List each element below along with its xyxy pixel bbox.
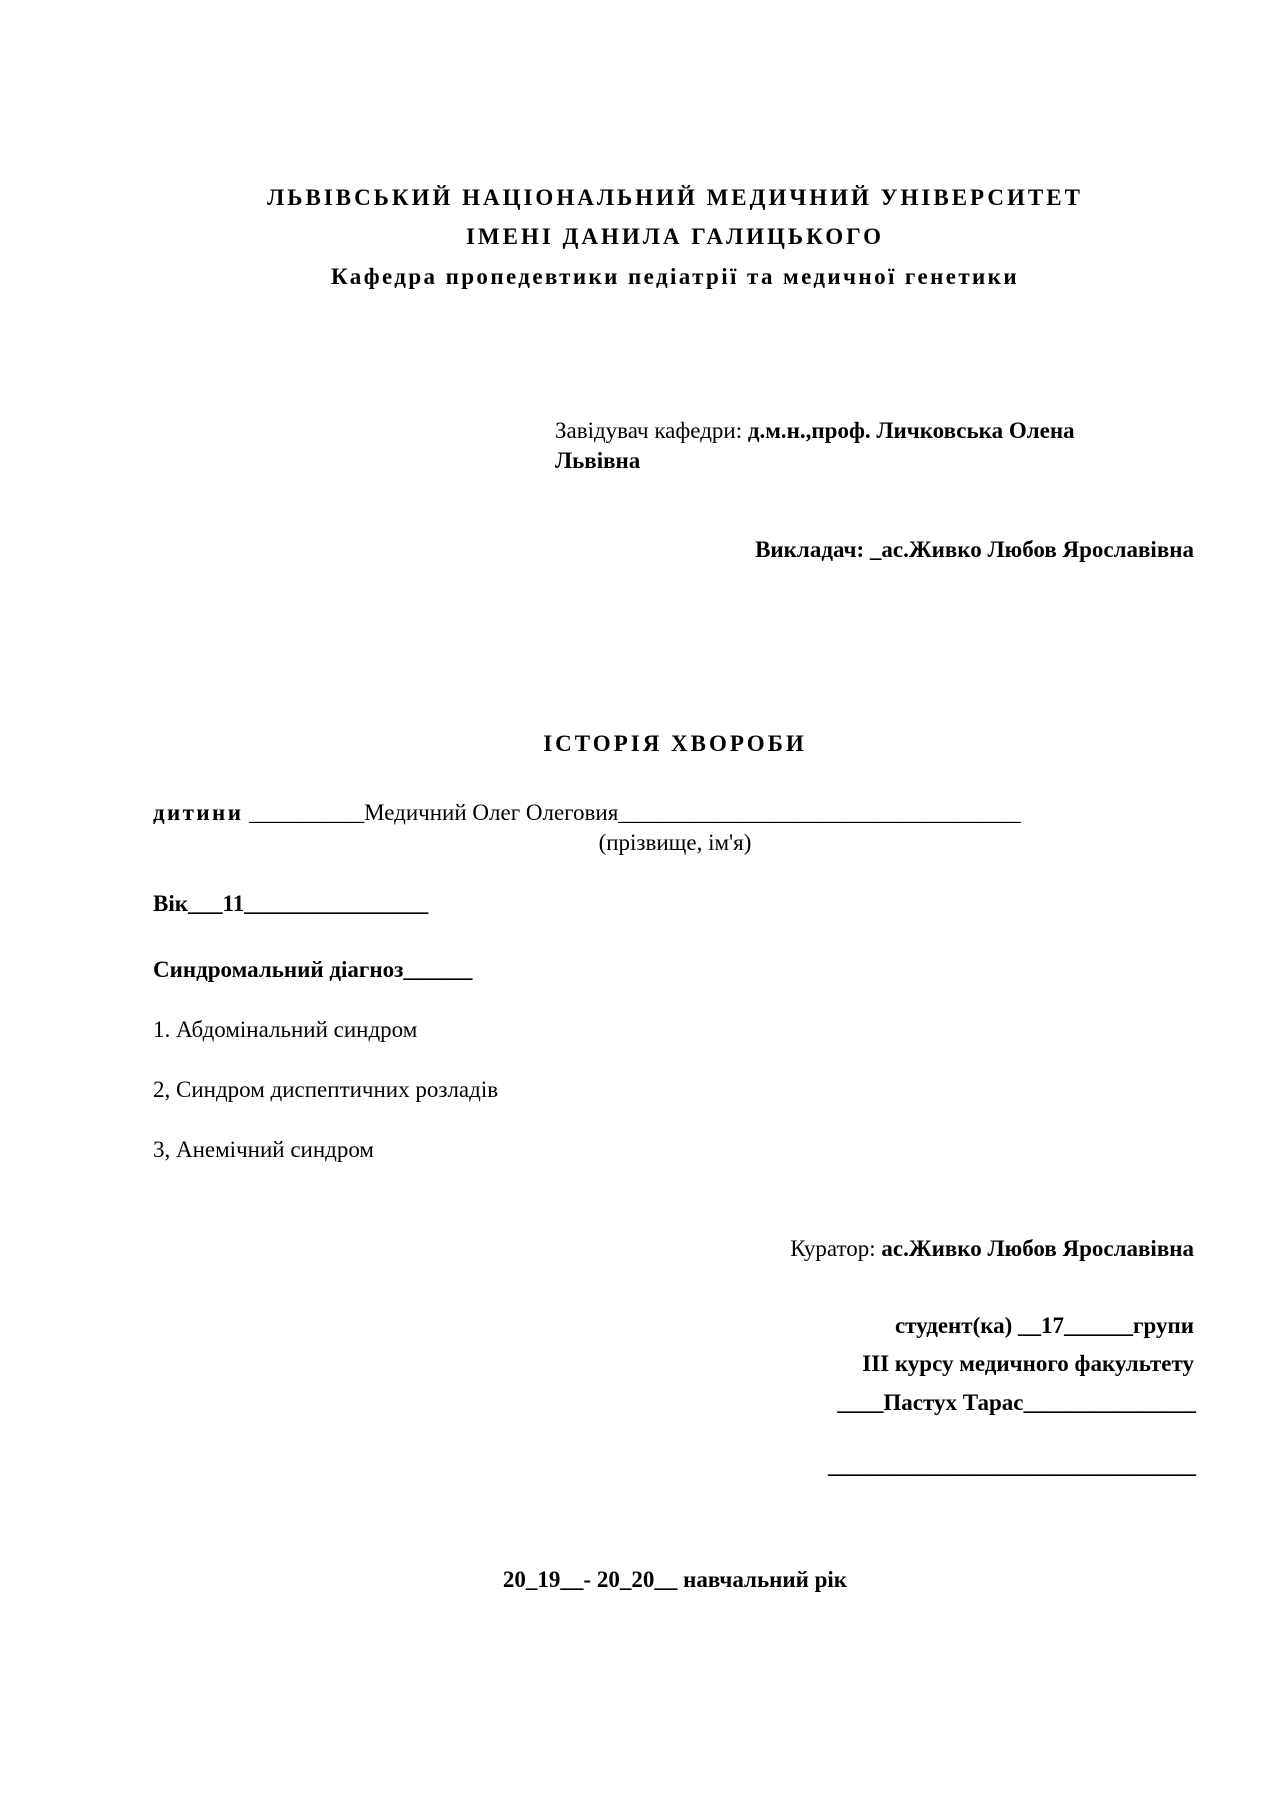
patient-label: дитини [153,800,244,825]
patient-name: __________Медичний Олег Олеговия___________________________________ [243,800,1021,825]
student-course-line: ІІІ курсу медичного факультету [862,1351,1194,1376]
document-title: ІСТОРІЯ ХВОРОБИ [543,731,807,756]
diagnosis-item: 2, Синдром диспептичних розладів [153,1077,499,1102]
student-name-line: ____Пастух Тарас_______________ [837,1390,1196,1415]
curator-name: ас.Живко Любов Ярославівна [881,1236,1194,1261]
academic-year: 20_19__- 20_20__ навчальний рік [502,1567,848,1592]
university-name-line2: ІМЕНІ ДАНИЛА ГАЛИЦЬКОГО [465,224,885,249]
age-line: Вік___11________________ [153,891,429,916]
university-name-line1: ЛЬВІВСЬКИЙ НАЦІОНАЛЬНИЙ МЕДИЧНИЙ УНІВЕРСИТЕТ [267,185,1083,210]
head-of-department-label: Завідувач кафедри: [555,418,748,443]
head-of-department-line2: Львівна [555,448,641,473]
signature-line: ________________________________ [828,1453,1196,1478]
curator-line [790,1234,1194,1264]
curator-label: Куратор: [790,1236,882,1261]
head-of-department-line1 [555,416,1075,446]
diagnosis-label: Синдромальний діагноз______ [153,957,473,982]
teacher-line [755,535,1194,565]
teacher-name: _ас.Живко Любов Ярославівна [869,537,1194,562]
department-name: Кафедра пропедевтики педіатрії та медичної генетики [331,264,1019,289]
head-of-department-name: д.м.н.,проф. Личковська Олена [747,418,1075,443]
patient-caption: (прізвище, ім'я) [598,830,752,855]
patient-line [153,798,1021,828]
diagnosis-item: 3, Анемічний синдром [153,1137,374,1162]
teacher-label: Викладач: [755,537,870,562]
student-group-line: студент(ка) __17______групи [894,1313,1194,1338]
diagnosis-item: 1. Абдомінальний синдром [153,1017,418,1042]
